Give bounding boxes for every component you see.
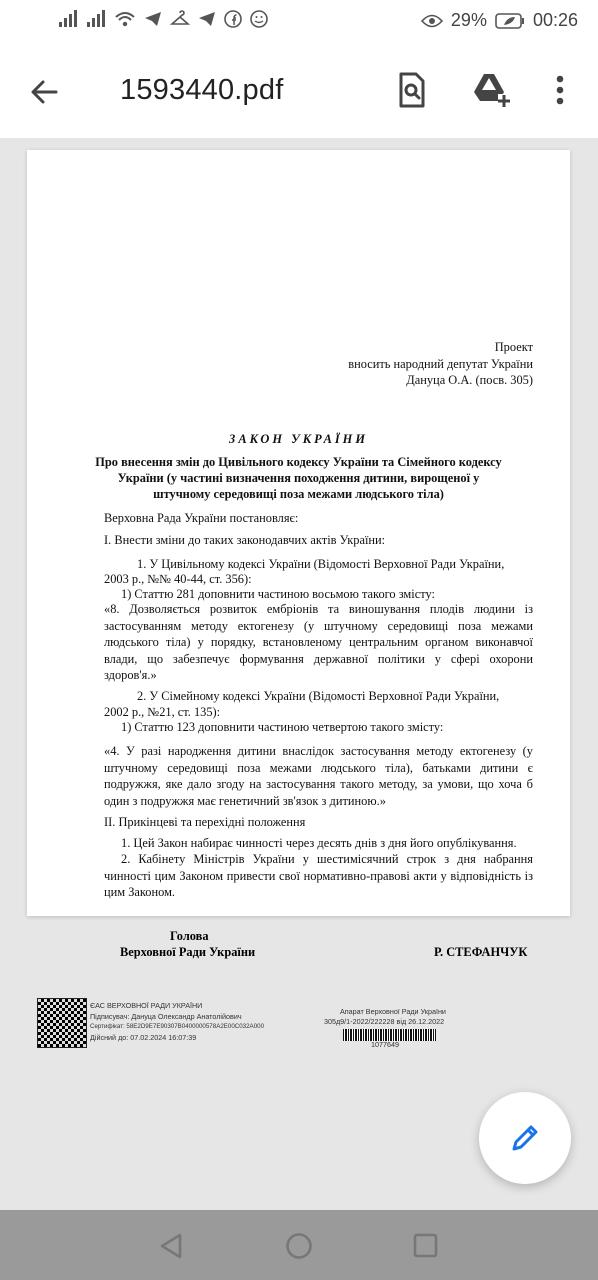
- header-line: Дануца О.А. (посв. 305): [406, 373, 533, 387]
- quote-paragraph: «8. Дозволяється розвиток ембріонів та виношування плодів людини із застосуванням методу ектогенезу (у штучному середовищі поза межами людського тіла) у порядку, встановленому центральним органом виконавчої влади, що забезпечує формування державної політики у сфері охорони здоров'я.»: [104, 602, 533, 682]
- final-provision: 1. Цей Закон набирає чинності через десять днів з дня його опублікування.: [121, 836, 517, 850]
- item-sub: 1) Статтю 123 доповнити частиною четвертою такого змісту:: [121, 720, 444, 734]
- app-bar: [0, 44, 598, 138]
- more-vert-icon[interactable]: [542, 70, 578, 110]
- subject-line: штучному середовищі поза межами людського тіла): [153, 487, 444, 501]
- arrow-back-icon[interactable]: [26, 74, 62, 110]
- signature-name: Р. СТЕФАНЧУК: [434, 945, 528, 959]
- pencil-icon: [509, 1122, 541, 1154]
- stamp-line: Дійсний до: 07.02.2024 16:07:39: [90, 1033, 197, 1042]
- stamp-line: Сертифікат: 58E2D9E7E90307B0400000578A2E00C032A000: [90, 1023, 265, 1030]
- stamp-line: 305д9/1-2022/222228 від 26.12.2022: [324, 1017, 445, 1026]
- search-document-icon[interactable]: [392, 70, 432, 110]
- telegram-icon-2: [198, 10, 216, 28]
- item-line: 2003 р., №№ 40-44, ст. 356):: [104, 572, 252, 586]
- stamp-line: Апарат Верховної Ради України: [340, 1007, 446, 1016]
- stamp-line: ЄАС ВЕРХОВНОЇ РАДИ УКРАЇНИ: [90, 1001, 203, 1010]
- item-sub: 1) Статтю 281 доповнити частиною восьмою такого змісту:: [121, 587, 435, 601]
- section-heading: II. Прикінцеві та перехідні положення: [104, 815, 306, 829]
- telegram-icon: [144, 10, 162, 28]
- subject-line: Про внесення змін до Цивільного кодексу України та Сімейного кодексу: [95, 455, 502, 469]
- status-bar: [0, 0, 598, 44]
- signal-icon: [58, 10, 78, 28]
- header-line: Проект: [494, 340, 533, 354]
- pdf-page[interactable]: [27, 150, 570, 916]
- facebook-icon: [224, 10, 242, 28]
- item-line: 1. У Цивільному кодексі України (Відомості Верховної Ради України,: [137, 557, 505, 571]
- document-title: 1593440.pdf: [120, 74, 284, 106]
- hanger-icon: [170, 10, 190, 28]
- battery-percent: 29%: [450, 10, 487, 30]
- signature-title: Верховної Ради України: [120, 945, 256, 959]
- emoji-icon: [250, 10, 268, 28]
- subject-line: України (у частині визначення походження дитини, вирощеної у: [117, 471, 480, 485]
- signature-title: Голова: [170, 929, 209, 943]
- navigation-bar: [0, 1210, 598, 1280]
- final-provision: 2. Кабінету Міністрів України у шестимісячний строк з дня набрання чинності цим Законом привести свої нормативно-правові акти у відповідність із цим Законом.: [104, 852, 533, 899]
- home-nav-icon[interactable]: [285, 1232, 313, 1260]
- eye-icon: [421, 13, 443, 29]
- law-title: ЗАКОН УКРАЇНИ: [229, 432, 368, 446]
- item-line: 2002 р., №21, ст. 135):: [104, 705, 221, 719]
- back-nav-icon[interactable]: [158, 1232, 184, 1260]
- qr-code: [37, 998, 87, 1048]
- wifi-icon: [114, 10, 136, 28]
- status-icons-left: [58, 10, 268, 28]
- decree-text: Верховна Рада України постановляє:: [104, 511, 299, 525]
- stamp-line: Підписувач: Дануца Олександр Анатолійович: [90, 1012, 242, 1021]
- header-line: вносить народний депутат України: [348, 357, 533, 371]
- barcode-number: 1077649: [371, 1040, 399, 1049]
- status-icons-right: [421, 10, 578, 31]
- recents-nav-icon[interactable]: [413, 1233, 439, 1259]
- item-line: 2. У Сімейному кодексі України (Відомості Верховної Ради України,: [137, 689, 500, 703]
- signal-icon-2: [86, 10, 106, 28]
- edit-button[interactable]: [479, 1092, 571, 1184]
- battery-icon: [495, 12, 525, 30]
- quote-paragraph: «4. У разі народження дитини внаслідок застосування методу ектогенезу (у штучному середовищі поза межами людського тіла), батьками дитини є подружжя, яке дало згоду на застосування такого методу, за умови, що хоча б один з подружжя має генетичний зв'язок з дитиною.»: [104, 744, 533, 808]
- add-to-drive-icon[interactable]: [470, 70, 510, 110]
- clock: 00:26: [532, 10, 578, 30]
- section-heading: I. Внести зміни до таких законодавчих актів України:: [104, 533, 386, 547]
